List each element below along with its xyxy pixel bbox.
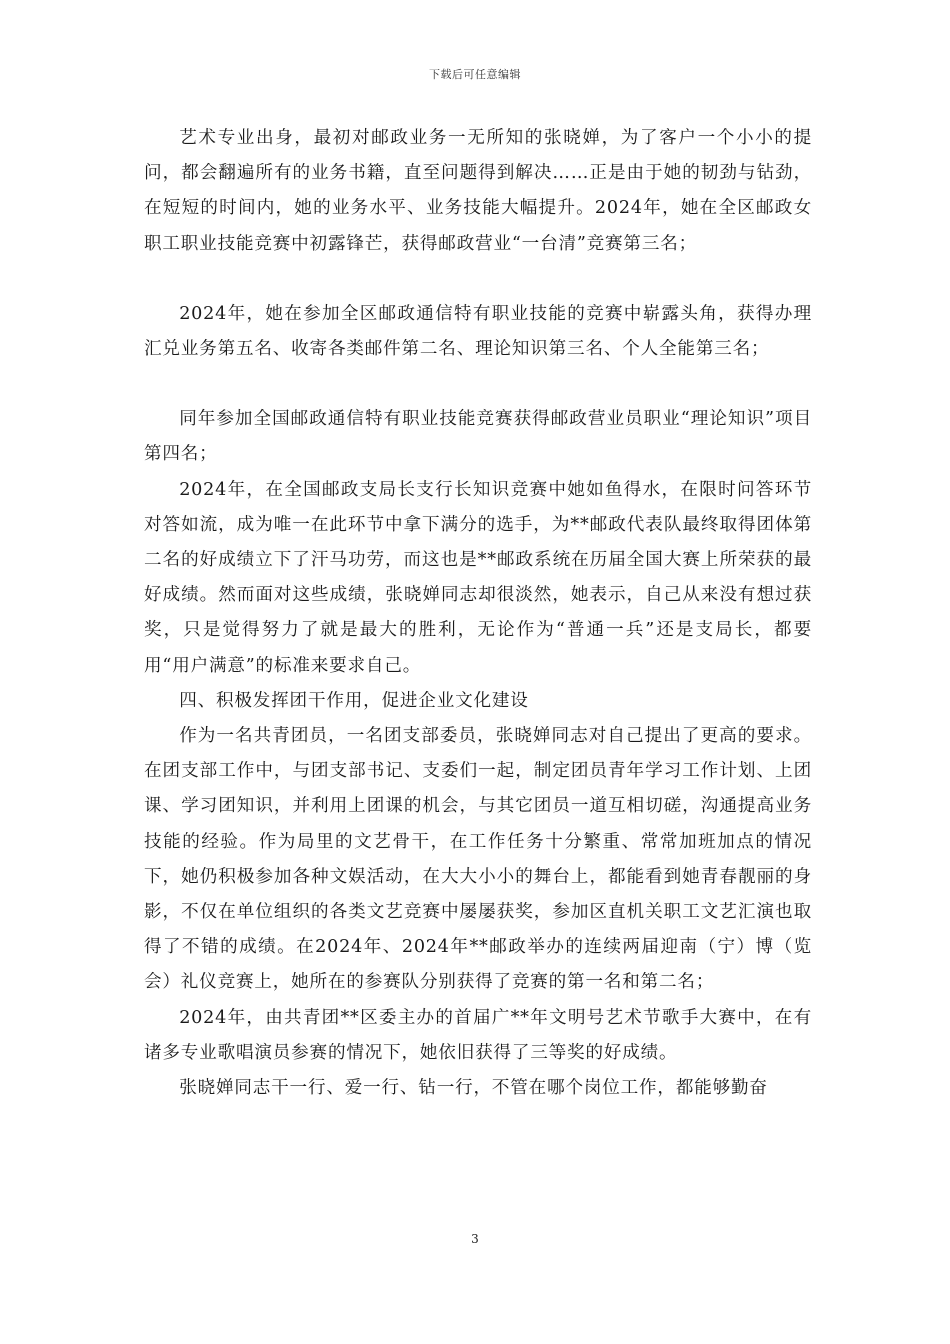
paragraph-knowledge-contest: 2024年，在全国邮政支局长支行长知识竞赛中她如鱼得水，在限时问答环节对答如流，成为唯一在此环节中拿下满分的选手，为**邮政代表队最终取得团体第二名的好成绩立下了汗马功劳，而这也是**邮政系统在历届全国大赛上所荣获的最好成绩。然而面对这些成绩，张晓婵同志却很淡然，她表示，自己从来没有想过获奖，只是觉得努力了就是最大的胜利，无论作为“普通一兵”还是支局长，都要用“用户满意”的标准来要求自己。 [144,479,812,676]
paragraph-dedication: 张晓婵同志干一行、爱一行、钻一行，不管在哪个岗位工作，都能够勤奋 [179,1078,768,1099]
paragraph-youth-league: 作为一名共青团员，一名团支部委员，张晓婵同志对自己提出了更高的要求。在团支部工作中，与团支部书记、支委们一起，制定团员青年学习工作计划、上团课、学习团知识，并利用上团课的机会，与其它团员一道互相切磋，沟通提高业务技能的经验。作为局里的文艺骨干，在工作任务十分繁重、常常加班加点的情况下，她仍积极参加各种文娱活动，在大大小小的舞台上，都能看到她青春靓丽的身影，不仅在单位组织的各类文艺竞赛中屡屡获奖，参加区直机关职工文艺汇演也取得了不错的成绩。在2024年、2024年**邮政举办的连续两届迎南（宁）博（览会）礼仪竞赛上，她所在的参赛队分别获得了竞赛的第一名和第二名； [144,726,812,993]
document-body [144,121,812,1106]
section-heading-four: 四、积极发挥团干作用，促进企业文化建设 [179,690,529,711]
page-header: 下载后可任意编辑 [429,68,521,81]
paragraph-national-theory: 同年参加全国邮政通信特有职业技能竞赛获得邮政营业员职业“理论知识”项目第四名； [144,409,812,465]
paragraph-regional-competition: 2024年，她在参加全区邮政通信特有职业技能的竞赛中崭露头角，获得办理汇兑业务第五名、收寄各类邮件第二名、理论知识第三名、个人全能第三名； [144,303,812,360]
paragraph-art-background: 艺术专业出身，最初对邮政业务一无所知的张晓婵，为了客户一个小小的提问，都会翻遍所有的业务书籍，直至问题得到解决……正是由于她的韧劲与钻劲，在短短的时间内，她的业务水平、业务技能大幅提升。2024年，她在全区邮政女职工职业技能竞赛中初露锋芒，获得邮政营业“一台清”竞赛第三名； [144,128,812,254]
page-number: 3 [471,1232,479,1246]
paragraph-singing-contest: 2024年，由共青团**区委主办的首届广**年文明号艺术节歌手大赛中，在有诸多专业歌唱演员参赛的情况下，她依旧获得了三等奖的好成绩。 [144,1007,812,1063]
